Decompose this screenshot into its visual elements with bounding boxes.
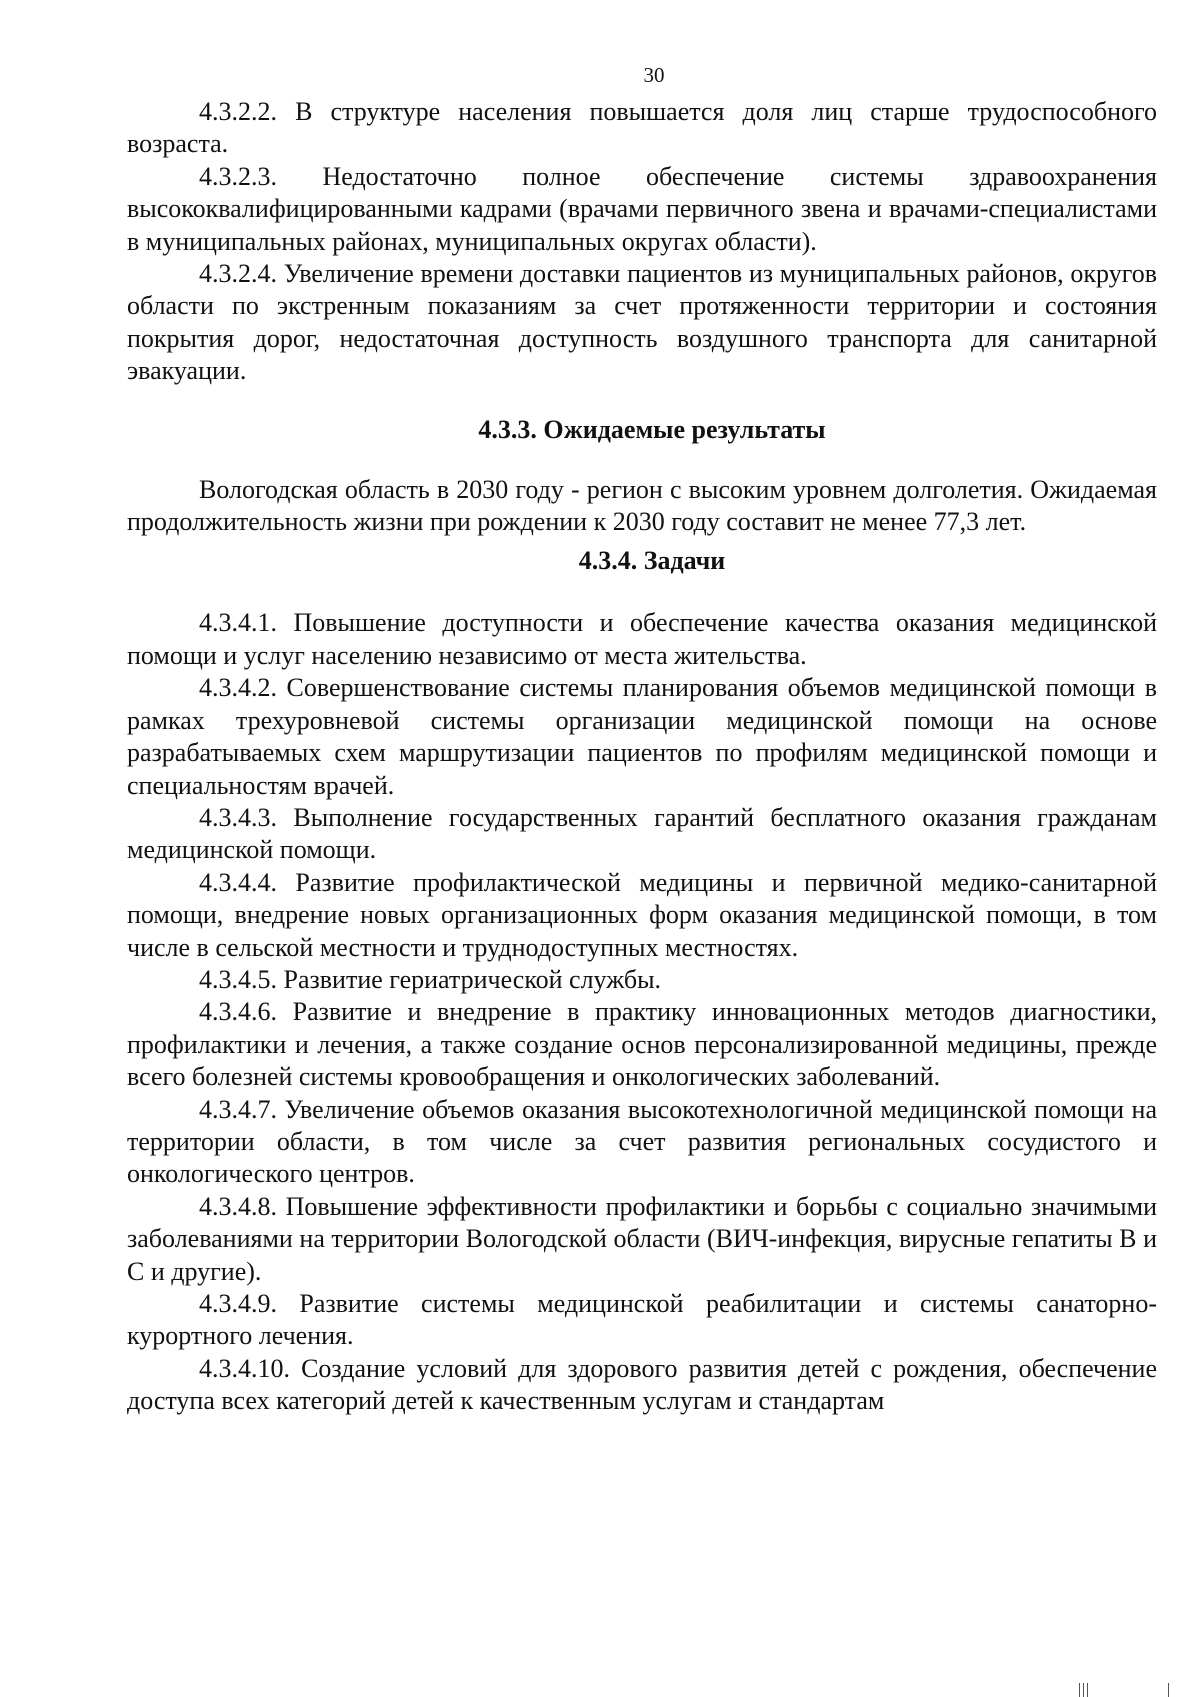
scan-artifact-mark: [1083, 1683, 1084, 1697]
document-page: [127, 60, 1157, 1418]
paragraph-4-3-2-2: 4.3.2.2. В структуре населения повышается доля лиц старше трудоспособного возраста.: [127, 97, 1157, 159]
task-item-4-3-4-6: 4.3.4.6. Развитие и внедрение в практику инновационных методов диагностики, профилактики и лечения, а также создание основ персонализированной медицины, прежде всего болезней системы кровообращения и онкологических заболеваний.: [127, 997, 1157, 1092]
paragraph-4-3-2-3: 4.3.2.3. Недостаточно полное обеспечение системы здравоохранения высококвалифицированными кадрами (врачами первичного звена и врачами-специалистами в муниципальных районах, муниципальных округах области).: [127, 161, 1157, 256]
task-item-4-3-4-3: 4.3.4.3. Выполнение государственных гарантий бесплатного оказания гражданам медицинской помощи.: [127, 802, 1157, 865]
task-item-4-3-4-8: 4.3.4.8. Повышение эффективности профилактики и борьбы с социально значимыми заболеваниями на территории Вологодской области (ВИЧ-инфекция, вирусные гепатиты B и C и другие).: [127, 1191, 1157, 1286]
task-item-4-3-4-5: 4.3.4.5. Развитие гериатрической службы.: [199, 964, 662, 994]
section-heading-expected-results: 4.3.3. Ожидаемые результаты: [478, 414, 826, 444]
task-item-4-3-4-2: 4.3.4.2. Совершенствование системы планирования объемов медицинской помощи в рамках трехуровневой системы организации медицинской помощи на основе разрабатываемых схем маршрутизации пациентов по профилям медицинской помощи и специальностям врачей.: [127, 673, 1157, 800]
task-item-4-3-4-1: 4.3.4.1. Повышение доступности и обеспечение качества оказания медицинской помощи и услуг населению независимо от места жительства.: [127, 608, 1157, 670]
task-item-4-3-4-7: 4.3.4.7. Увеличение объемов оказания высокотехнологичной медицинской помощи на территории области, в том числе за счет развития региональных сосудистого и онкологического центров.: [127, 1094, 1157, 1189]
section-heading-tasks: 4.3.4. Задачи: [578, 546, 726, 576]
task-item-4-3-4-9: 4.3.4.9. Развитие системы медицинской реабилитации и системы санаторно-курортного лечения.: [127, 1289, 1157, 1351]
page-number: 30: [643, 63, 665, 87]
scan-artifact-mark: [1168, 1683, 1169, 1697]
scan-artifact-mark: [1079, 1683, 1080, 1697]
task-item-4-3-4-4: 4.3.4.4. Развитие профилактической медицины и первичной медико-санитарной помощи, внедрение новых организационных форм оказания медицинской помощи, в том числе в сельской местности и труднодоступных местностях.: [127, 867, 1157, 962]
scan-artifact-mark: [1087, 1683, 1088, 1697]
paragraph-expected-results: Вологодская область в 2030 году - регион с высоким уровнем долголетия. Ожидаемая продолжительность жизни при рождении к 2030 году составит не менее 77,3 лет.: [127, 474, 1157, 537]
task-item-4-3-4-10: 4.3.4.10. Создание условий для здорового развития детей с рождения, обеспечение доступа всех категорий детей к качественным услугам и стандартам: [127, 1353, 1157, 1416]
paragraph-4-3-2-4: 4.3.2.4. Увеличение времени доставки пациентов из муниципальных районов, округов области по экстренным показаниям за счет протяженности территории и состояния покрытия дорог, недостаточная доступность воздушного транспорта для санитарной эвакуации.: [127, 259, 1157, 386]
